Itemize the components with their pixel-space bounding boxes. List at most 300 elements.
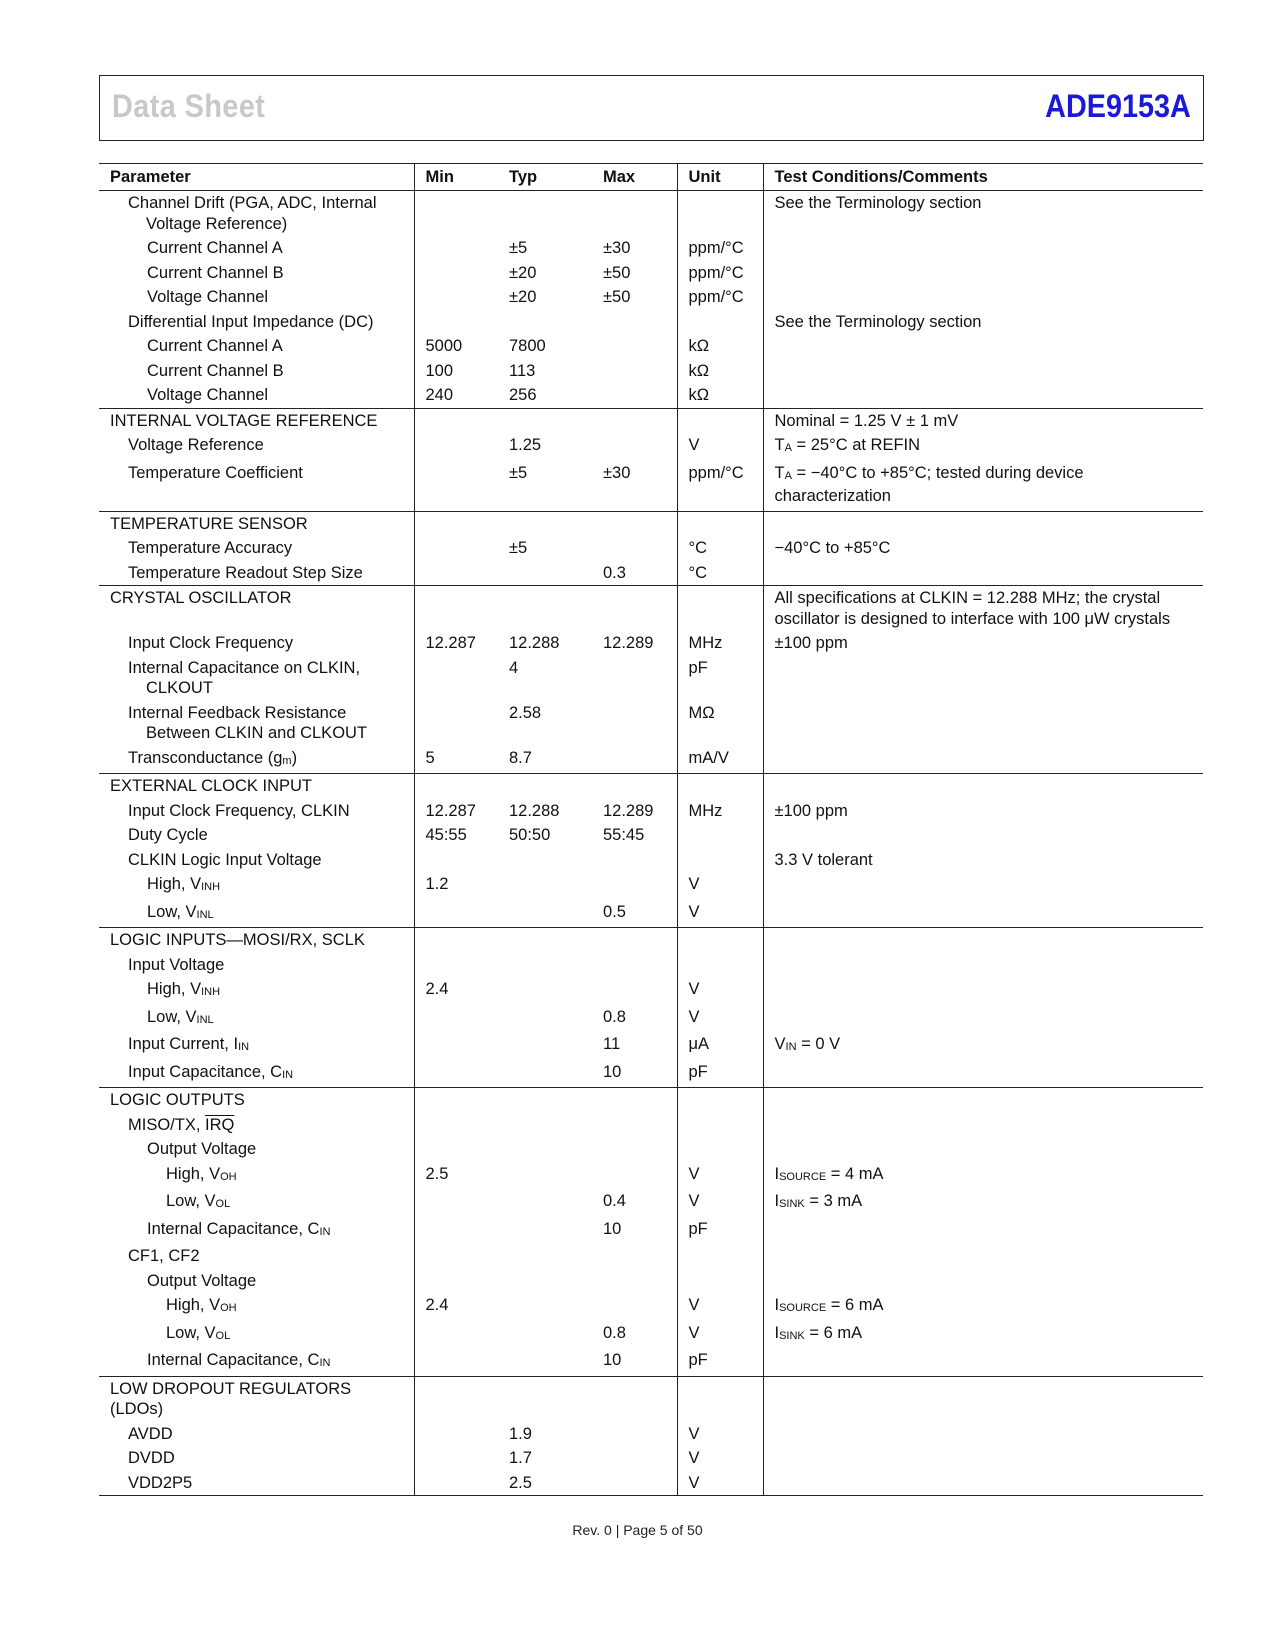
max-cell: 11 — [592, 1032, 677, 1060]
min-cell — [414, 1422, 498, 1447]
min-cell — [414, 461, 498, 512]
max-cell — [592, 408, 677, 433]
table-row — [99, 1005, 1203, 1033]
min-cell — [414, 1217, 498, 1245]
min-cell — [414, 586, 498, 632]
unit-cell — [677, 823, 763, 848]
unit-cell: pF — [677, 1217, 763, 1245]
typ-cell: ±20 — [509, 263, 537, 282]
table-row — [99, 285, 1203, 310]
max-cell — [592, 1422, 677, 1447]
irq-overbar-label: $\overline{IRQ}$ — [205, 1115, 235, 1134]
typ-cell — [498, 1088, 592, 1113]
table-row — [99, 977, 1203, 1005]
cond-cell — [763, 236, 1203, 261]
max-cell — [592, 774, 677, 799]
unit-cell: V — [677, 1162, 763, 1190]
min-cell: 2.4 — [425, 1296, 449, 1314]
table-row — [99, 1293, 1203, 1321]
table-row — [99, 872, 1203, 900]
typ-cell — [498, 1217, 592, 1245]
min-cell — [414, 191, 498, 237]
max-cell — [592, 1376, 677, 1422]
cond-cell — [763, 1217, 1203, 1245]
table-row — [99, 1113, 1203, 1138]
min-cell: 5 — [414, 746, 498, 774]
cond-cell — [763, 1113, 1203, 1138]
unit-cell: °C — [677, 561, 763, 586]
table-row — [99, 586, 1203, 632]
min-cell: 12.287 — [425, 634, 476, 652]
max-cell — [592, 977, 677, 1005]
table-row — [99, 900, 1203, 928]
cond-cell: See the Terminology section — [774, 194, 982, 212]
param-cell: Duty Cycle — [99, 823, 414, 848]
min-cell — [414, 1348, 498, 1376]
max-cell: 12.289 — [592, 799, 677, 824]
table-row — [99, 1189, 1203, 1217]
param-cell: Transconductance (gm) — [99, 746, 414, 774]
unit-cell: MHz — [677, 631, 763, 656]
unit-cell — [677, 774, 763, 799]
min-cell — [414, 928, 498, 953]
typ-cell — [498, 1189, 592, 1217]
cond-cell — [763, 1376, 1203, 1422]
cond-cell: TA = −40°C to +85°C; tested during device characterization — [763, 461, 1203, 512]
min-cell: 100 — [425, 361, 454, 380]
cond-cell — [763, 1088, 1203, 1113]
param-cell: High, VINH — [99, 872, 414, 900]
cond-cell: TA = 25°C at REFIN — [774, 436, 921, 454]
typ-cell: 1.7 — [509, 1449, 532, 1467]
cond-cell — [763, 1244, 1203, 1269]
max-cell — [592, 656, 677, 701]
max-cell: 55:45 — [592, 823, 677, 848]
param-cell: Voltage Reference — [99, 433, 414, 461]
specifications-table — [99, 163, 1203, 1496]
typ-cell — [498, 928, 592, 953]
typ-cell — [498, 848, 592, 873]
typ-cell: 113 — [509, 361, 536, 380]
min-cell — [414, 1471, 498, 1496]
cond-cell — [763, 1005, 1203, 1033]
unit-cell: V — [677, 1005, 763, 1033]
min-cell — [414, 1269, 498, 1294]
param-cell: Low, VOL — [99, 1321, 414, 1349]
param-cell: CF1, CF2 — [99, 1244, 414, 1269]
table-row — [99, 1137, 1203, 1162]
table-row — [99, 1471, 1203, 1496]
typ-cell — [498, 1348, 592, 1376]
min-cell — [414, 433, 498, 461]
typ-cell — [498, 1060, 592, 1088]
unit-cell — [677, 1137, 763, 1162]
max-cell: ±50 — [592, 261, 677, 286]
max-cell: 12.289 — [592, 631, 677, 656]
min-cell: 2.5 — [425, 1164, 449, 1183]
max-cell — [592, 1088, 677, 1113]
header-doc-type: Data Sheet — [112, 88, 266, 124]
max-cell — [592, 511, 677, 536]
cond-cell — [763, 1269, 1203, 1294]
typ-cell — [498, 1032, 592, 1060]
typ-cell: ±20 — [509, 288, 537, 306]
min-cell — [414, 1113, 498, 1138]
max-cell — [592, 848, 677, 873]
cond-cell — [763, 900, 1203, 928]
max-cell: 0.8 — [592, 1005, 677, 1033]
param-cell: Output Voltage — [99, 1269, 414, 1294]
typ-cell — [498, 511, 592, 536]
cond-cell — [763, 511, 1203, 536]
unit-cell: kΩ — [677, 383, 763, 408]
min-cell: 240 — [414, 383, 498, 408]
unit-cell — [677, 953, 763, 978]
unit-cell: V — [677, 433, 763, 461]
param-cell: Temperature Coefficient — [99, 461, 414, 512]
unit-cell — [677, 191, 763, 237]
unit-cell: MΩ — [677, 701, 763, 746]
unit-cell: V — [677, 1293, 763, 1321]
max-cell: 0.4 — [592, 1189, 677, 1217]
unit-cell: mA/V — [677, 746, 763, 774]
table-row — [99, 1269, 1203, 1294]
min-cell — [414, 1088, 498, 1113]
typ-cell — [498, 586, 592, 632]
unit-cell — [677, 1088, 763, 1113]
table-row — [99, 1217, 1203, 1245]
unit-cell: V — [677, 1422, 763, 1447]
unit-cell — [677, 1113, 763, 1138]
param-cell: Voltage Channel — [99, 285, 414, 310]
param-cell: Internal Capacitance, CIN — [99, 1217, 414, 1245]
param-cell: Low, VINL — [99, 1005, 414, 1033]
table-row — [99, 701, 1203, 746]
typ-cell: 12.288 — [509, 801, 560, 820]
cond-cell: VIN = 0 V — [774, 1035, 841, 1053]
max-cell: ±30 — [592, 236, 677, 261]
unit-cell — [677, 408, 763, 433]
min-cell: 2.4 — [425, 980, 449, 998]
min-cell: 1.2 — [425, 875, 449, 893]
unit-cell: pF — [677, 1060, 763, 1088]
unit-cell: V — [677, 872, 763, 900]
cond-cell — [763, 1422, 1203, 1447]
header-part-number: ADE9153A — [1045, 88, 1191, 124]
unit-cell — [677, 848, 763, 873]
param-cell: MISO/TX, $\overline{IRQ}$ — [99, 1113, 414, 1138]
table-row — [99, 261, 1203, 286]
min-cell — [414, 1321, 498, 1349]
cond-cell — [763, 1471, 1203, 1496]
max-cell — [592, 334, 677, 359]
unit-cell: V — [677, 977, 763, 1005]
table-row — [99, 1162, 1203, 1190]
min-cell — [414, 1189, 498, 1217]
typ-cell — [498, 1113, 592, 1138]
typ-cell — [498, 1244, 592, 1269]
typ-cell: 4 — [509, 658, 519, 677]
cond-cell — [763, 561, 1203, 586]
typ-cell: 2.58 — [509, 703, 542, 722]
min-cell — [414, 1244, 498, 1269]
typ-cell — [498, 1269, 592, 1294]
section-heading: TEMPERATURE SENSOR — [99, 511, 414, 536]
section-heading: CRYSTAL OSCILLATOR — [99, 586, 414, 632]
cond-cell — [763, 261, 1203, 286]
max-cell: 0.5 — [592, 900, 677, 928]
cond-cell: ISOURCE = 4 mA — [774, 1164, 884, 1183]
section-heading: LOW DROPOUT REGULATORS (LDOs) — [99, 1376, 414, 1422]
table-row — [99, 1244, 1203, 1269]
param-cell: AVDD — [99, 1422, 414, 1447]
min-cell — [414, 1137, 498, 1162]
min-cell — [414, 310, 498, 335]
cond-cell: ±100 ppm — [774, 634, 848, 652]
unit-cell: V — [677, 1471, 763, 1496]
min-cell — [414, 774, 498, 799]
cond-cell — [763, 1348, 1203, 1376]
param-cell: Output Voltage — [99, 1137, 414, 1162]
cond-cell — [763, 823, 1203, 848]
param-cell: DVDD — [99, 1446, 414, 1471]
table-row — [99, 1321, 1203, 1349]
typ-cell: ±5 — [509, 239, 528, 257]
typ-cell: 2.5 — [498, 1471, 592, 1496]
param-cell: Voltage Channel — [99, 383, 414, 408]
cond-cell: ±100 ppm — [774, 801, 848, 820]
param-cell: High, VINH — [99, 977, 414, 1005]
min-cell — [414, 236, 498, 261]
page-header — [99, 75, 1204, 141]
unit-cell: V — [677, 1446, 763, 1471]
typ-cell — [498, 1293, 592, 1321]
cond-cell: ISINK = 3 mA — [774, 1192, 863, 1210]
unit-cell — [677, 310, 763, 335]
section-heading: LOGIC OUTPUTS — [99, 1088, 414, 1113]
param-cell: Input Current, IIN — [99, 1032, 414, 1060]
unit-cell: ppm/°C — [677, 236, 763, 261]
typ-cell: ±5 — [498, 461, 592, 512]
cond-cell — [763, 977, 1203, 1005]
table-row — [99, 408, 1203, 433]
param-cell: Internal Capacitance, CIN — [99, 1348, 414, 1376]
cond-cell: All specifications at CLKIN = 12.288 MHz; the crystal oscillator is designed to interface with 100 μW crystals — [774, 589, 1171, 628]
max-cell — [592, 383, 677, 408]
min-cell — [414, 656, 498, 701]
typ-cell — [498, 1321, 592, 1349]
max-cell — [592, 1269, 677, 1294]
max-cell: ±30 — [592, 461, 677, 512]
unit-cell — [677, 1244, 763, 1269]
max-cell — [592, 310, 677, 335]
table-row — [99, 561, 1203, 586]
unit-cell — [677, 928, 763, 953]
max-cell — [592, 928, 677, 953]
cond-cell — [763, 872, 1203, 900]
typ-cell: 1.9 — [509, 1424, 532, 1443]
max-cell — [592, 1137, 677, 1162]
unit-cell: V — [677, 900, 763, 928]
table-row — [99, 383, 1203, 408]
cond-cell — [763, 1137, 1203, 1162]
unit-cell: kΩ — [677, 359, 763, 384]
section-heading: INTERNAL VOLTAGE REFERENCE — [99, 408, 414, 433]
cond-cell: Nominal = 1.25 V ± 1 mV — [774, 411, 959, 430]
table-row — [99, 953, 1203, 978]
table-row — [99, 433, 1203, 461]
table-row — [99, 236, 1203, 261]
min-cell — [414, 1060, 498, 1088]
unit-cell: pF — [677, 656, 763, 701]
typ-cell — [498, 310, 592, 335]
table-row — [99, 310, 1203, 335]
cond-cell: See the Terminology section — [774, 312, 982, 331]
typ-cell: ±5 — [509, 539, 528, 557]
cond-cell — [763, 701, 1203, 746]
param-cell: Temperature Accuracy — [99, 536, 414, 561]
min-cell — [414, 701, 498, 746]
param-cell: High, VOH — [99, 1162, 414, 1190]
cond-cell — [763, 1060, 1203, 1088]
max-cell: 10 — [592, 1348, 677, 1376]
max-cell — [592, 1471, 677, 1496]
min-cell: 45:55 — [425, 826, 467, 844]
param-cell: Low, VOL — [99, 1189, 414, 1217]
cond-cell — [763, 285, 1203, 310]
cond-cell — [763, 774, 1203, 799]
max-cell — [592, 433, 677, 461]
cond-cell — [763, 928, 1203, 953]
cond-cell — [763, 1446, 1203, 1471]
param-cell: VDD2P5 — [99, 1471, 414, 1496]
cond-cell — [763, 656, 1203, 701]
cond-cell — [763, 746, 1203, 774]
unit-cell: V — [677, 1189, 763, 1217]
max-cell — [592, 1244, 677, 1269]
param-cell: Internal Feedback Resistance Between CLKIN and CLKOUT — [99, 701, 414, 746]
min-cell — [414, 900, 498, 928]
table-row — [99, 359, 1203, 384]
table-row — [99, 1348, 1203, 1376]
max-cell — [592, 359, 677, 384]
col-header-typ: Typ — [498, 164, 592, 191]
cond-cell — [763, 359, 1203, 384]
typ-cell — [498, 1005, 592, 1033]
param-cell: Current Channel A — [99, 236, 414, 261]
typ-cell — [498, 191, 592, 237]
typ-cell — [498, 953, 592, 978]
param-cell: Current Channel B — [99, 261, 414, 286]
cond-cell: 3.3 V tolerant — [774, 850, 873, 869]
max-cell — [592, 1162, 677, 1190]
unit-cell — [677, 586, 763, 632]
typ-cell: 50:50 — [509, 826, 551, 844]
table-row — [99, 334, 1203, 359]
typ-cell — [498, 774, 592, 799]
min-cell — [414, 511, 498, 536]
table-row — [99, 1060, 1203, 1088]
param-cell: Current Channel B — [99, 359, 414, 384]
unit-cell: ppm/°C — [677, 285, 763, 310]
max-cell — [592, 746, 677, 774]
unit-cell: MHz — [677, 799, 763, 824]
param-cell: Input Capacitance, CIN — [99, 1060, 414, 1088]
min-cell: 5000 — [425, 337, 463, 355]
param-cell: Input Clock Frequency — [99, 631, 414, 656]
max-cell: 0.8 — [592, 1321, 677, 1349]
table-row — [99, 191, 1203, 237]
page-footer: Rev. 0 | Page 5 of 50 — [572, 1522, 703, 1538]
col-header-max: Max — [592, 164, 677, 191]
unit-cell — [677, 1269, 763, 1294]
table-row — [99, 656, 1203, 701]
max-cell: ±50 — [592, 285, 677, 310]
min-cell — [414, 536, 498, 561]
unit-cell: kΩ — [677, 334, 763, 359]
unit-cell: μA — [677, 1032, 763, 1060]
unit-cell: ppm/°C — [677, 461, 763, 512]
col-header-unit: Unit — [677, 164, 763, 191]
param-cell: Differential Input Impedance (DC) — [99, 310, 414, 335]
cond-cell — [763, 953, 1203, 978]
min-cell — [414, 1376, 498, 1422]
unit-cell: °C — [677, 536, 763, 561]
table-row — [99, 631, 1203, 656]
typ-cell — [498, 561, 592, 586]
max-cell: 10 — [592, 1217, 677, 1245]
cond-cell: ISOURCE = 6 mA — [774, 1296, 884, 1314]
table-row — [99, 1032, 1203, 1060]
typ-cell: 8.7 — [498, 746, 592, 774]
max-cell — [592, 1293, 677, 1321]
typ-cell — [498, 408, 592, 433]
min-cell — [414, 848, 498, 873]
cond-cell — [763, 383, 1203, 408]
typ-cell — [498, 977, 592, 1005]
typ-cell: 256 — [498, 383, 592, 408]
table-row — [99, 928, 1203, 953]
table-row — [99, 1376, 1203, 1422]
param-cell: Input Voltage — [99, 953, 414, 978]
max-cell: 10 — [592, 1060, 677, 1088]
param-cell: Internal Capacitance on CLKIN, CLKOUT — [99, 656, 414, 701]
typ-cell — [498, 1162, 592, 1190]
max-cell — [592, 191, 677, 237]
max-cell — [592, 701, 677, 746]
table-header-row — [99, 164, 1203, 191]
table-row — [99, 536, 1203, 561]
min-cell: 12.287 — [425, 801, 476, 820]
table-row — [99, 511, 1203, 536]
table-row — [99, 1088, 1203, 1113]
min-cell — [414, 953, 498, 978]
unit-cell: V — [677, 1321, 763, 1349]
param-cell: CLKIN Logic Input Voltage — [99, 848, 414, 873]
max-cell — [592, 536, 677, 561]
min-cell — [414, 1446, 498, 1471]
table-row — [99, 1422, 1203, 1447]
table-row — [99, 823, 1203, 848]
max-cell: 0.3 — [592, 561, 677, 586]
max-cell — [592, 586, 677, 632]
min-cell — [414, 561, 498, 586]
typ-cell: 1.25 — [509, 436, 542, 454]
param-cell: Channel Drift (PGA, ADC, Internal Voltage Reference) — [99, 191, 414, 237]
min-cell — [414, 261, 498, 286]
max-cell — [592, 1113, 677, 1138]
unit-cell: ppm/°C — [677, 261, 763, 286]
